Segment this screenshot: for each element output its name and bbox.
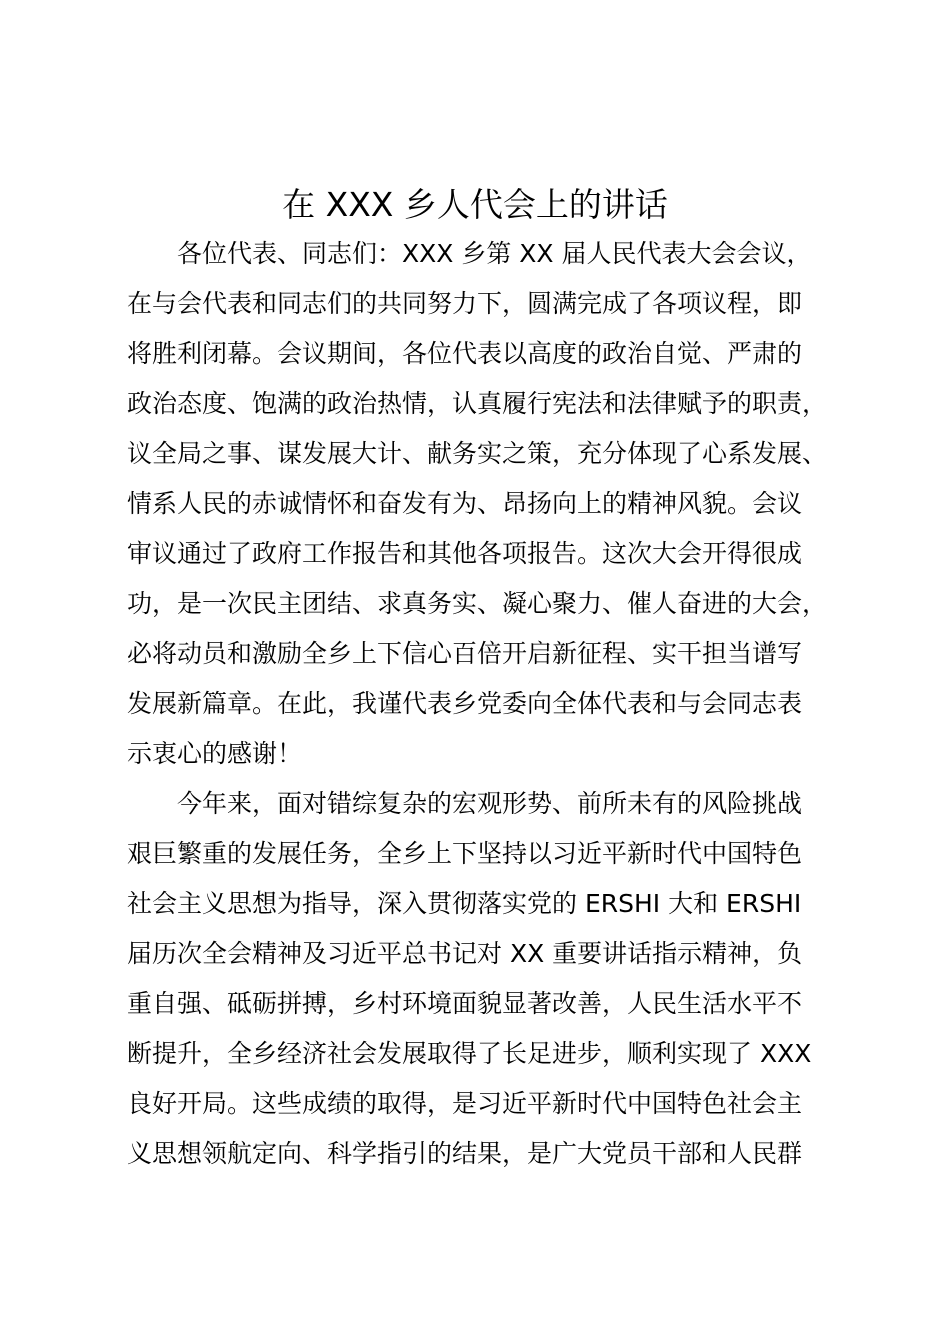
paragraph-2-line-7: 良好开局。这些成绩的取得，是习近平新时代中国特色社会主 <box>127 1089 803 1118</box>
paragraph-1-line-8: 功，是一次民主团结、求真务实、凝心聚力、催人奋进的大会， <box>127 589 828 618</box>
paragraph-2-line-8: 义思想领航定向、科学指引的结果，是广大党员干部和人民群 <box>127 1139 803 1168</box>
paragraph-2-line-3: 社会主义思想为指导，深入贯彻落实党的 ERSHI 大和 ERSHI <box>127 889 802 918</box>
paragraph-1-line-10: 发展新篇章。在此，我谨代表乡党委向全体代表和与会同志表 <box>127 689 803 718</box>
paragraph-1-line-11: 示衷心的感谢！ <box>127 739 303 768</box>
paragraph-2-line-1: 今年来，面对错综复杂的宏观形势、前所未有的风险挑战 <box>177 789 803 818</box>
paragraph-1-line-3: 将胜利闭幕。会议期间，各位代表以高度的政治自觉、严肃的 <box>127 339 803 368</box>
paragraph-2-line-5: 重自强、砥砺拼搏，乡村环境面貌显著改善，人民生活水平不 <box>127 989 803 1018</box>
paragraph-2-line-4: 届历次全会精神及习近平总书记对 XX 重要讲话指示精神，负 <box>127 939 803 968</box>
paragraph-1-line-9: 必将动员和激励全乡上下信心百倍开启新征程、实干担当谱写 <box>127 639 803 668</box>
paragraph-1-line-7: 审议通过了政府工作报告和其他各项报告。这次大会开得很成 <box>127 539 803 568</box>
paragraph-1-line-4: 政治态度、饱满的政治热情，认真履行宪法和法律赋予的职责， <box>127 389 828 418</box>
paragraph-1-line-1: 各位代表、同志们：XXX 乡第 XX 届人民代表大会会议， <box>177 239 812 268</box>
paragraph-1-line-2: 在与会代表和同志们的共同努力下，圆满完成了各项议程，即 <box>127 289 803 318</box>
paragraph-1-line-5: 议全局之事、谋发展大计、献务实之策，充分体现了心系发展、 <box>127 439 828 468</box>
paragraph-2-line-6: 断提升，全乡经济社会发展取得了长足进步，顺利实现了 XXX <box>127 1039 812 1068</box>
document-title: 在 XXX 乡人代会上的讲话 <box>282 185 668 224</box>
paragraph-2-line-2: 艰巨繁重的发展任务，全乡上下坚持以习近平新时代中国特色 <box>127 839 803 868</box>
paragraph-1-line-6: 情系人民的赤诚情怀和奋发有为、昂扬向上的精神风貌。会议 <box>127 489 803 518</box>
